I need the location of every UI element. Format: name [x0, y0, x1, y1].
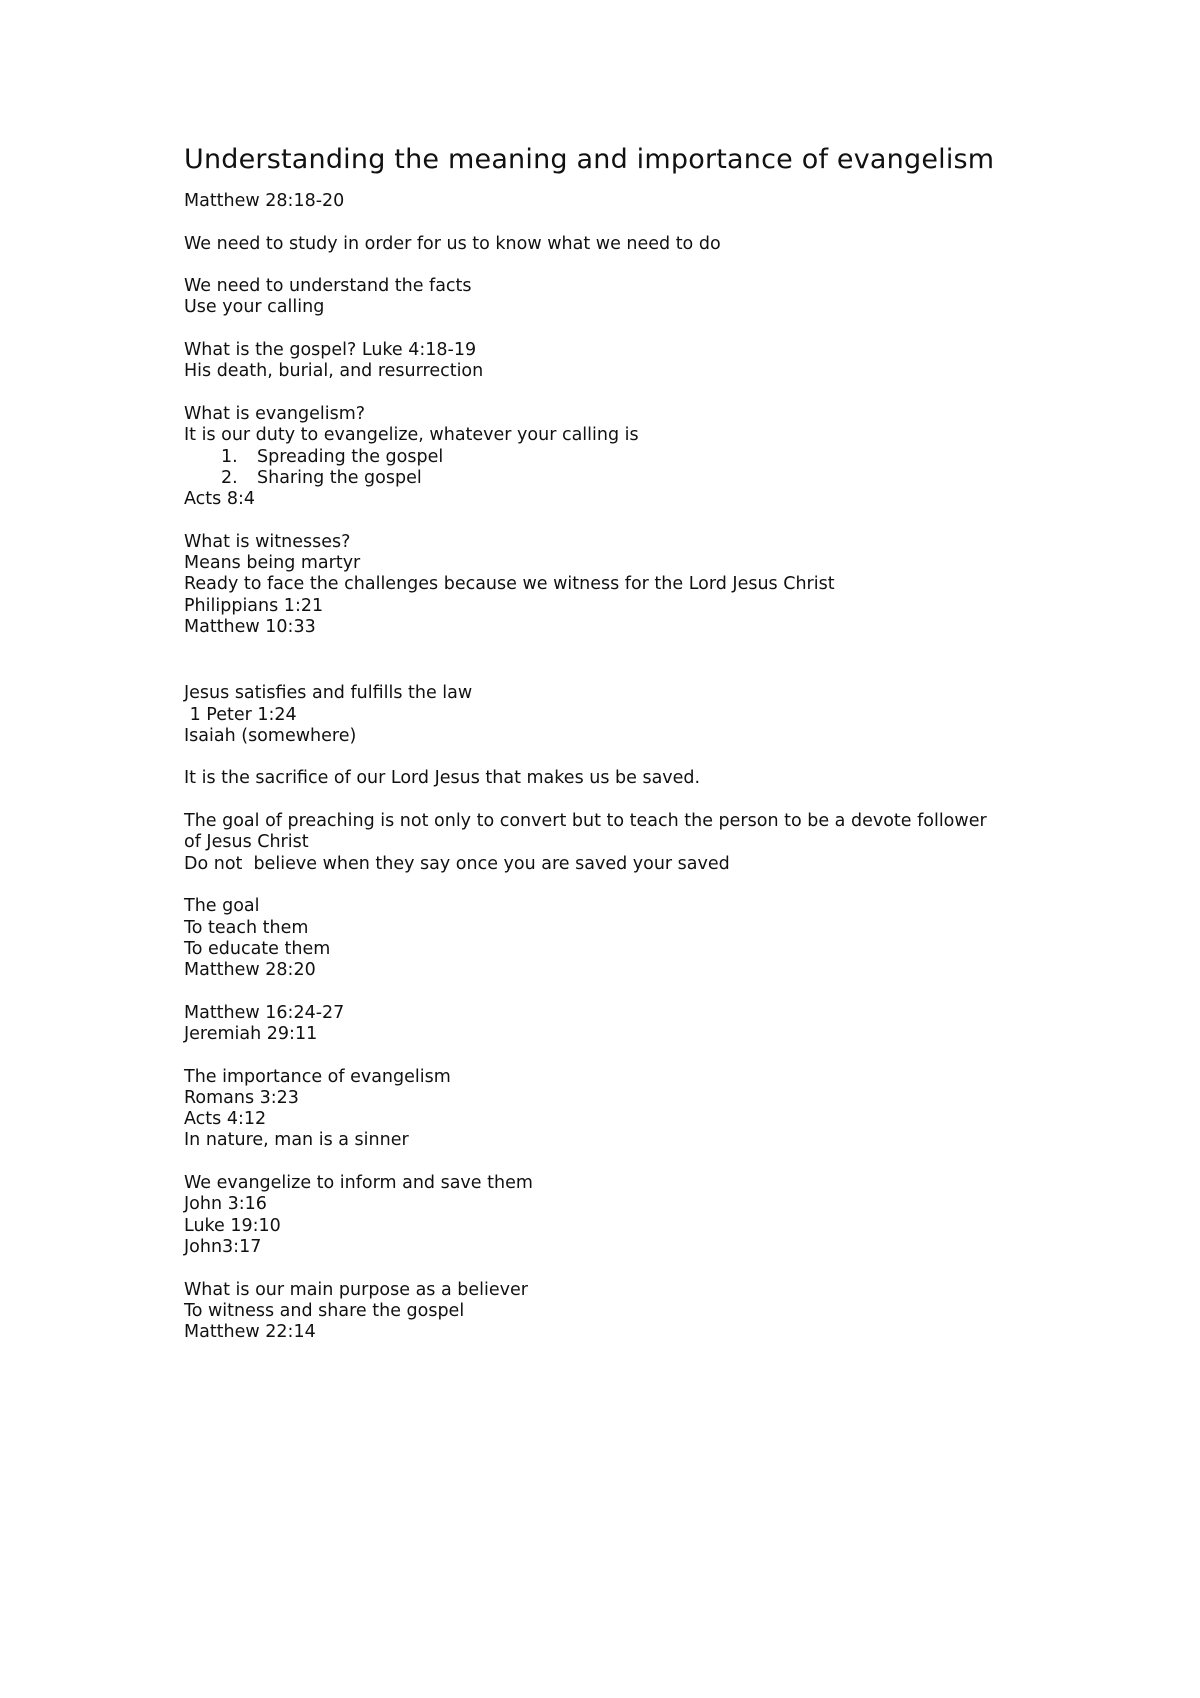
- list-item-text: Spreading the gospel: [257, 446, 444, 467]
- document-title: Understanding the meaning and importance of evangelism: [184, 144, 995, 175]
- text-line: John 3:16: [184, 1194, 267, 1215]
- text-line: Acts 4:12: [184, 1109, 267, 1130]
- text-line: Means being martyr: [184, 553, 361, 574]
- document-page: [184, 143, 1044, 1343]
- text-line: Matthew 22:14: [184, 1322, 316, 1343]
- text-line: John3:17: [184, 1236, 262, 1257]
- text-line: Matthew 16:24-27: [184, 1002, 345, 1023]
- text-line: His death, burial, and resurrection: [184, 361, 484, 382]
- text-line: To witness and share the gospel: [184, 1300, 465, 1321]
- text-line: Luke 19:10: [184, 1215, 281, 1236]
- list-item-text: Sharing the gospel: [257, 467, 422, 488]
- text-line: Matthew 28:18-20: [184, 191, 345, 211]
- text-line: The importance of evangelism: [184, 1066, 451, 1087]
- text-line: To educate them: [184, 938, 331, 959]
- text-line: To teach them: [184, 917, 309, 938]
- text-line: What is the gospel? Luke 4:18-19: [184, 340, 477, 361]
- text-line: What is witnesses?: [184, 531, 351, 552]
- list-item: [184, 468, 1044, 489]
- text-line: Jesus satisfies and fulfills the law: [184, 683, 473, 704]
- text-line: Matthew 28:20: [184, 960, 316, 981]
- text-line: Do not believe when they say once you are saved your saved: [184, 853, 730, 874]
- text-line: of Jesus Christ: [184, 832, 309, 853]
- text-line: In nature, man is a sinner: [184, 1130, 409, 1151]
- text-line: It is the sacrifice of our Lord Jesus that makes us be saved.: [184, 768, 701, 789]
- text-line: Acts 8:4: [184, 489, 255, 510]
- list-number: 2.: [221, 467, 238, 488]
- text-line: The goal of preaching is not only to convert but to teach the person to be a devote follower: [184, 811, 987, 832]
- text-line: Jeremiah 29:11: [184, 1023, 318, 1044]
- text-line: What is evangelism?: [184, 403, 366, 424]
- numbered-list: [184, 447, 1044, 490]
- text-line: What is our main purpose as a believer: [184, 1279, 528, 1300]
- text-line: We evangelize to inform and save them: [184, 1173, 533, 1194]
- list-item: [184, 447, 1044, 468]
- text-line: We need to study in order for us to know what we need to do: [184, 233, 721, 254]
- list-number: 1.: [221, 446, 238, 467]
- text-line: It is our duty to evangelize, whatever your calling is: [184, 425, 639, 446]
- text-line: Ready to face the challenges because we witness for the Lord Jesus Christ: [184, 574, 835, 595]
- text-line: We need to understand the facts: [184, 276, 472, 297]
- text-line: Isaiah (somewhere): [184, 725, 357, 746]
- text-line: Romans 3:23: [184, 1087, 299, 1108]
- text-line: The goal: [184, 896, 260, 917]
- text-line: Philippians 1:21: [184, 595, 324, 616]
- text-line: Matthew 10:33: [184, 616, 316, 637]
- text-line: Use your calling: [184, 297, 325, 318]
- text-line: 1 Peter 1:24: [184, 704, 297, 725]
